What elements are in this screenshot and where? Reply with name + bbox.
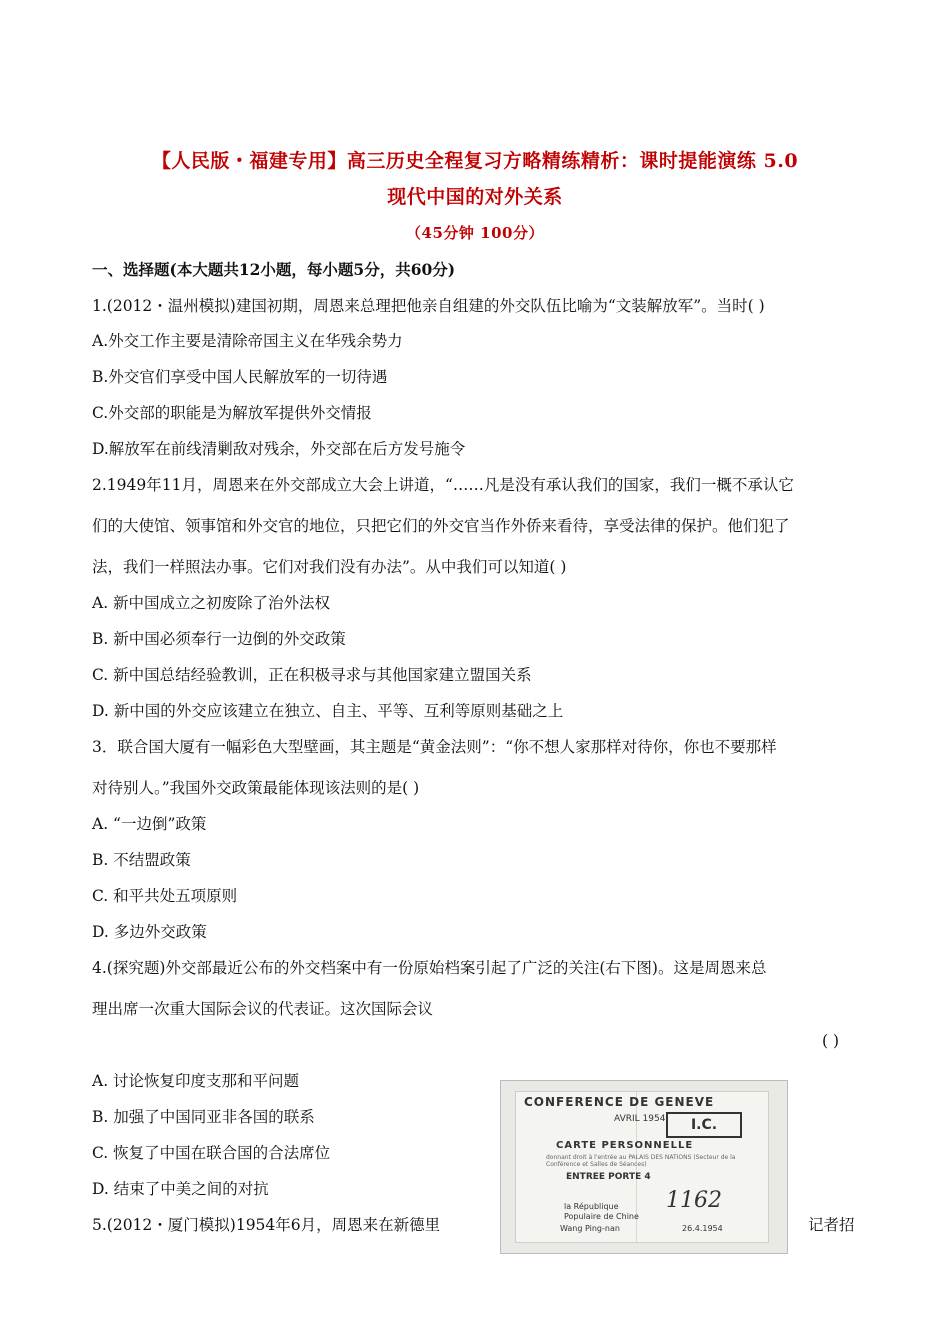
question-3-option-d: D. 多边外交政策	[92, 923, 207, 941]
question-1-option-d: D.解放军在前线清剿敌对残余，外交部在后方发号施令	[92, 440, 466, 458]
document-title-line2: 现代中国的对外关系	[387, 186, 563, 208]
pass-republique-line1: la République	[564, 1202, 619, 1211]
question-4-line1: 4.(探究题)外交部最近公布的外交档案中有一份原始档案引起了广泛的关注(右下图)。这是周恩来总	[92, 959, 767, 977]
pass-republique	[564, 1202, 639, 1222]
question-4-option-a: A. 讨论恢复印度支那和平问题	[92, 1072, 300, 1090]
pass-entree: ENTREE PORTE 4	[566, 1172, 651, 1182]
question-3-line1: 3．联合国大厦有一幅彩色大型壁画，其主题是“黄金法则”：“你不想人家那样对待你，你也不要那样	[92, 738, 777, 756]
question-3-option-a: A. “一边倒”政策	[92, 815, 207, 833]
pass-carte-personnelle: CARTE PERSONNELLE	[556, 1140, 694, 1151]
question-3-option-c: C. 和平共处五项原则	[92, 887, 238, 905]
pass-issue-date: 26.4.1954	[682, 1224, 723, 1233]
time-score: （45分钟 100分）	[406, 224, 544, 242]
question-4-option-d: D. 结束了中美之间的对抗	[92, 1180, 269, 1198]
question-2-line2: 们的大使馆、领事馆和外交官的地位，只把它们的外交官当作外侨来看待，享受法律的保护。他们犯了	[92, 517, 790, 535]
handwritten-signature: 1162	[666, 1188, 722, 1213]
question-1-option-b: B.外交官们享受中国人民解放军的一切待遇	[92, 368, 388, 386]
question-1-stem: 1.(2012・温州模拟)建国初期，周恩来总理把他亲自组建的外交队伍比喻为“文装解放军”。当时( )	[92, 297, 765, 315]
section-heading: 一、选择题(本大题共12小题，每小题5分，共60分)	[92, 260, 456, 279]
question-1-option-a: A.外交工作主要是清除帝国主义在华残余势力	[92, 332, 403, 350]
question-1-option-c: C.外交部的职能是为解放军提供外交情报	[92, 404, 372, 422]
pass-ic-box: I.C.	[666, 1112, 742, 1138]
question-2-option-d: D. 新中国的外交应该建立在独立、自主、平等、互利等原则基础之上	[92, 702, 564, 720]
question-3-option-b: B. 不结盟政策	[92, 851, 191, 869]
question-2-line3: 法，我们一样照法办事。它们对我们没有办法”。从中我们可以知道( )	[92, 558, 567, 576]
question-4-answer-bracket: ( )	[822, 1032, 840, 1050]
geneva-conference-pass-photo	[500, 1080, 788, 1254]
pass-date-month: AVRIL 1954	[614, 1114, 666, 1124]
question-2-option-a: A. 新中国成立之初废除了治外法权	[92, 594, 331, 612]
question-4-option-b: B. 加强了中国同亚非各国的联系	[92, 1108, 315, 1126]
question-5-start: 5.(2012・厦门模拟)1954年6月，周恩来在新德里	[92, 1216, 441, 1234]
question-2-option-b: B. 新中国必须奉行一边倒的外交政策	[92, 630, 346, 648]
question-4-option-c: C. 恢复了中国在联合国的合法席位	[92, 1144, 331, 1162]
conference-pass-card	[515, 1091, 769, 1243]
pass-holder-name: Wang Ping-nan	[560, 1224, 620, 1233]
pass-small-print: donnant droit à l'entrée au PALAIS DES NATIONS (Secteur de la Conférence et Salles de Séances)	[546, 1154, 736, 1168]
pass-heading: CONFERENCE DE GENEVE	[524, 1095, 715, 1109]
pass-republique-line2: Populaire de Chine	[564, 1212, 639, 1221]
document-title-line1: 【人民版・福建专用】高三历史全程复习方略精练精析：课时提能演练 5.0	[151, 150, 799, 172]
question-3-line2: 对待别人。”我国外交政策最能体现该法则的是( )	[92, 779, 420, 797]
question-2-option-c: C. 新中国总结经验教训，正在积极寻求与其他国家建立盟国关系	[92, 666, 532, 684]
question-2-line1: 2.1949年11月，周恩来在外交部成立大会上讲道，“……凡是没有承认我们的国家，我们一概不承认它	[92, 476, 794, 494]
question-4-line2: 理出席一次重大国际会议的代表证。这次国际会议	[92, 1000, 434, 1018]
question-5-continuation: 记者招	[808, 1216, 855, 1234]
